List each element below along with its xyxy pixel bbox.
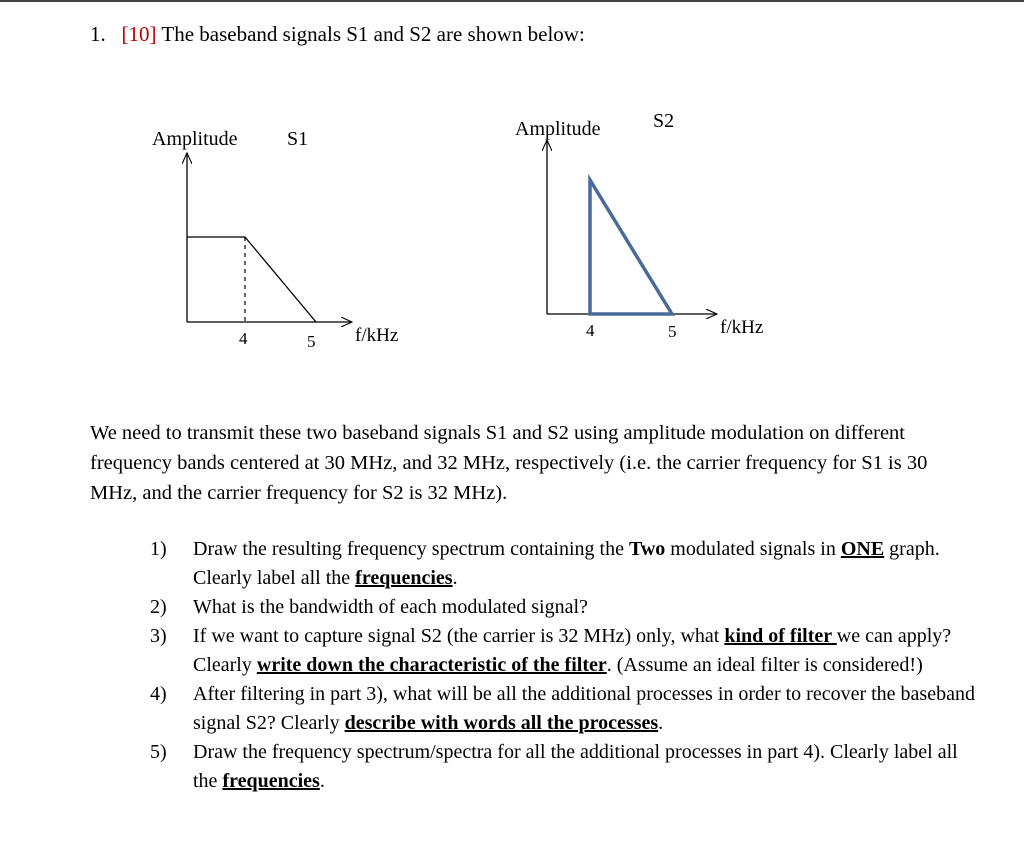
q4-text: After filtering in part 3), what will be all the additional processes in order to recover the baseband signal S2? Clearly bbox=[193, 683, 975, 734]
q4-period: . bbox=[658, 712, 664, 734]
sub-question-number: 2) bbox=[150, 596, 167, 618]
s2-x-label: f/kHz bbox=[720, 317, 764, 338]
s1-spectrum bbox=[187, 237, 316, 322]
sub-question-4 bbox=[150, 680, 980, 738]
q1-emphasis-one: ONE bbox=[840, 538, 885, 560]
s1-tick-5: 5 bbox=[307, 332, 316, 351]
s1-x-label: f/kHz bbox=[355, 325, 399, 346]
question-heading-text: The baseband signals S1 and S2 are shown below: bbox=[161, 22, 585, 46]
s2-amplitude-label: Amplitude bbox=[515, 118, 601, 140]
q3-text-3: . (Assume an ideal filter is considered!) bbox=[606, 654, 923, 676]
q5-period: . bbox=[319, 770, 325, 792]
s2-tick-4: 4 bbox=[586, 321, 595, 340]
q2-text: What is the bandwidth of each modulated signal? bbox=[193, 596, 588, 618]
sub-question-number: 1) bbox=[150, 538, 167, 560]
q3-text: If we want to capture signal S2 (the carrier is 32 MHz) only, what bbox=[193, 625, 725, 647]
s1-tick-4: 4 bbox=[239, 329, 248, 348]
s2-spectrum bbox=[590, 180, 672, 314]
problem-description: We need to transmit these two baseband signals S1 and S2 using amplitude modulation on different frequency bands centered at 30 MHz, and 32 MHz, respectively (i.e. the carrier frequency for S1 is 30 MHz, and the carrier frequency for S2 is 32 MHz). bbox=[90, 422, 928, 504]
figure-s1 bbox=[152, 128, 398, 351]
sub-question-3 bbox=[150, 622, 980, 680]
q4-emphasis-processes: describe with words all the processes bbox=[344, 712, 659, 734]
q3-emphasis-characteristic: write down the characteristic of the filter bbox=[256, 654, 607, 676]
q1-period: . bbox=[452, 567, 458, 589]
sub-question-5 bbox=[150, 738, 980, 796]
sub-question-number: 4) bbox=[150, 683, 167, 705]
q3-emphasis-filter-kind: kind of filter bbox=[724, 625, 837, 647]
s2-title: S2 bbox=[653, 110, 675, 132]
s2-tick-5: 5 bbox=[668, 322, 677, 341]
sub-question-1 bbox=[150, 535, 980, 593]
sub-question-2 bbox=[150, 593, 980, 622]
q1-emphasis-two: Two bbox=[628, 538, 666, 560]
s1-amplitude-label: Amplitude bbox=[152, 128, 238, 150]
question-number: 1. bbox=[90, 22, 106, 46]
sub-question-number: 5) bbox=[150, 741, 167, 763]
sub-question-number: 3) bbox=[150, 625, 167, 647]
question-points: [10] bbox=[121, 22, 157, 46]
q1-text: Draw the resulting frequency spectrum containing the bbox=[193, 538, 629, 560]
q1-text-3: graph. Clearly label all the bbox=[193, 538, 940, 589]
sub-question-list bbox=[150, 535, 980, 796]
q5-text: Draw the frequency spectrum/spectra for all the additional processes in part 4). Clearly label all the bbox=[193, 741, 958, 792]
q1-text-2: modulated signals in bbox=[665, 538, 841, 560]
q3-text-2: we can apply? Clearly bbox=[193, 625, 952, 676]
s1-title: S1 bbox=[287, 128, 309, 150]
figure-s2 bbox=[515, 110, 763, 341]
q5-emphasis-frequencies: frequencies bbox=[222, 770, 320, 792]
q1-emphasis-frequencies: frequencies bbox=[355, 567, 453, 589]
baseband-figures bbox=[0, 0, 1024, 400]
